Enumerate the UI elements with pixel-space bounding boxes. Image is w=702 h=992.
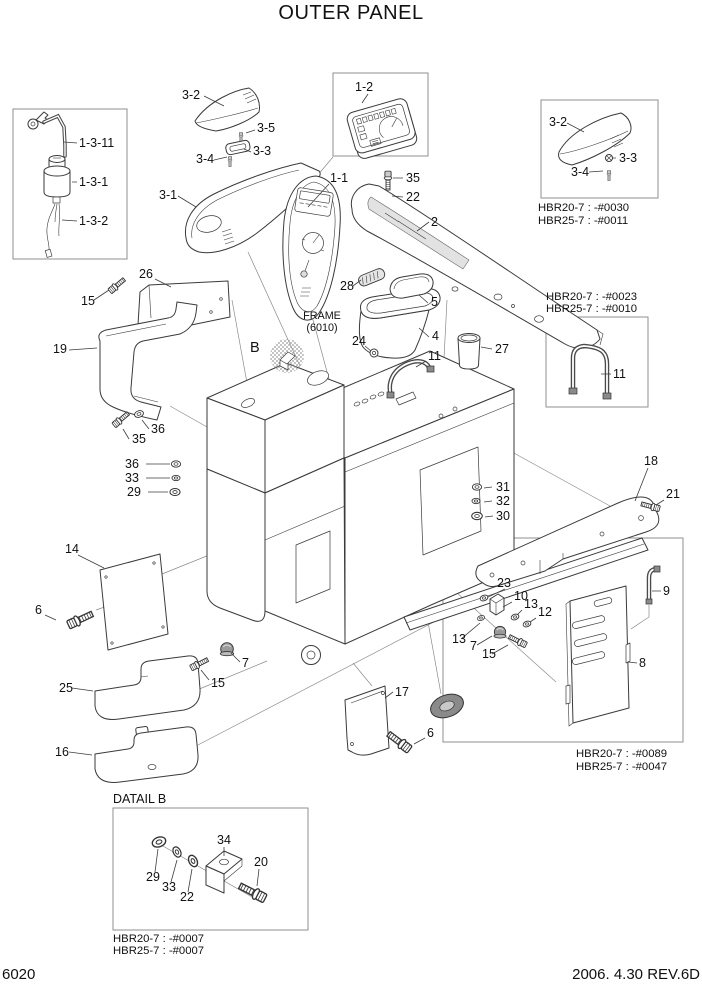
callout-34: 34 [217, 833, 231, 847]
applicability-top-cover-1: HBR20-7 : -#0030 [538, 202, 630, 214]
callout-11: 11 [428, 349, 441, 363]
part-16-plate [95, 726, 198, 782]
callout-35: 35 [132, 432, 146, 446]
callout-3-4: 3-4 [196, 152, 215, 166]
applicability-handle-2: HBR25-7 : -#0010 [546, 303, 638, 315]
callout-17: 17 [395, 685, 409, 699]
callout-9: 9 [663, 584, 670, 598]
callout-28: 28 [340, 279, 354, 293]
applicability-side-door-1: HBR20-7 : -#0089 [576, 748, 668, 760]
callout-11: 11 [613, 367, 626, 381]
part-11-handle-inset [569, 346, 611, 399]
callout-19: 19 [53, 342, 67, 356]
callout-22: 22 [180, 890, 194, 904]
callout-1-1: 1-1 [330, 171, 349, 185]
callout-3-2: 3-2 [182, 88, 201, 102]
part-1-1-console-pod [283, 176, 340, 320]
callout-18: 18 [644, 454, 658, 468]
callout-3-5: 3-5 [257, 121, 276, 135]
callout-4: 4 [432, 329, 439, 343]
detail-b-title: DATAIL B [113, 792, 167, 806]
callout-33: 33 [162, 880, 176, 894]
callout-3-3: 3-3 [253, 144, 272, 158]
nut-30-icon [472, 512, 483, 519]
callout-15: 15 [482, 647, 496, 661]
part-10-clip [490, 594, 504, 615]
callout-30: 30 [496, 509, 510, 523]
part-8-door-panel [566, 586, 630, 726]
washer-32-icon [472, 498, 480, 503]
callout-2: 2 [431, 215, 438, 229]
applicability-top-cover-2: HBR25-7 : -#0011 [538, 215, 629, 227]
washer-13b-icon [477, 614, 485, 621]
bolt-15-icon [107, 276, 126, 294]
callout-3-4: 3-4 [571, 165, 590, 179]
callout-12: 12 [538, 605, 552, 619]
callout-3-2: 3-2 [549, 115, 568, 129]
callout-3-1: 3-1 [159, 188, 178, 202]
part-1-2-gauge [346, 97, 419, 160]
part-4-tray-and-5-lid [359, 274, 440, 358]
nut-36b-icon [171, 461, 180, 467]
bolt-6-right-icon [385, 730, 412, 754]
screw-3-4-icon [228, 156, 232, 166]
part-key-switch-assembly [28, 112, 70, 257]
part-25-mat [95, 656, 200, 720]
callout-31: 31 [496, 480, 510, 494]
callout-B: B [250, 340, 260, 356]
callout-8: 8 [639, 656, 646, 670]
callout-6: 6 [427, 726, 434, 740]
callout-1-3-11: 1-3-11 [79, 136, 115, 150]
callout-1-2: 1-2 [355, 80, 374, 94]
callout-5: 5 [431, 295, 438, 309]
callout-15: 15 [211, 676, 225, 690]
callout-13: 13 [524, 597, 538, 611]
page-title: OUTER PANEL [278, 2, 424, 24]
callout-3-3: 3-3 [619, 151, 638, 165]
frame-ref-line1: FRAME [303, 310, 341, 322]
callout-1-3-2: 1-3-2 [79, 214, 109, 228]
callout-10: 10 [514, 589, 528, 603]
callout-1-3-1: 1-3-1 [79, 175, 109, 189]
bolt-35-icon [384, 171, 392, 190]
part-3-3-bracket-center [225, 140, 251, 156]
part-17-plate [345, 686, 389, 755]
callout-33: 33 [125, 471, 139, 485]
callout-7: 7 [470, 639, 477, 653]
revision-date: 2006. 4.30 REV.6D [572, 966, 700, 983]
callout-14: 14 [65, 542, 79, 556]
applicability-detail-2: HBR25-7 : -#0007 [113, 945, 205, 957]
callout-22: 22 [406, 190, 420, 204]
part-9-handle [646, 566, 660, 604]
callout-13: 13 [452, 632, 466, 646]
callout-16: 16 [55, 745, 69, 759]
page-number: 6020 [2, 966, 36, 983]
callout-21: 21 [666, 487, 680, 501]
part-28-pad [357, 267, 386, 287]
frame-ref-line2: (6010) [306, 322, 338, 334]
callout-24: 24 [352, 334, 366, 348]
callout-7: 7 [242, 656, 249, 670]
callout-6: 6 [35, 603, 42, 617]
callout-35: 35 [406, 171, 420, 185]
callout-29: 29 [146, 870, 160, 884]
bolt-6-left-icon [66, 609, 94, 630]
nut-31-icon [472, 484, 481, 490]
nut-29-icon [170, 488, 180, 495]
part-3-2-cover-center [195, 88, 260, 131]
callout-26: 26 [139, 267, 153, 281]
callout-32: 32 [496, 494, 510, 508]
bolt-20-icon [237, 881, 267, 904]
applicability-side-door-2: HBR25-7 : -#0047 [576, 761, 668, 773]
washer-12-icon [522, 620, 531, 628]
callout-36: 36 [151, 422, 165, 436]
part-14-plate [100, 554, 168, 650]
callout-15: 15 [81, 294, 95, 308]
callout-29: 29 [127, 485, 141, 499]
screw-3-4-inset-icon [607, 170, 611, 180]
callout-20: 20 [254, 855, 268, 869]
applicability-detail-1: HBR20-7 : -#0007 [113, 933, 205, 945]
bolt-35-lower-icon [111, 410, 130, 428]
washer-33-icon [172, 475, 180, 480]
callout-36: 36 [125, 457, 139, 471]
applicability-handle-1: HBR20-7 : -#0023 [546, 291, 638, 303]
callout-23: 23 [497, 576, 511, 590]
callout-27: 27 [495, 342, 509, 356]
part-27-cup [458, 334, 480, 370]
callout-25: 25 [59, 681, 73, 695]
grommet-7-icon [494, 626, 506, 638]
